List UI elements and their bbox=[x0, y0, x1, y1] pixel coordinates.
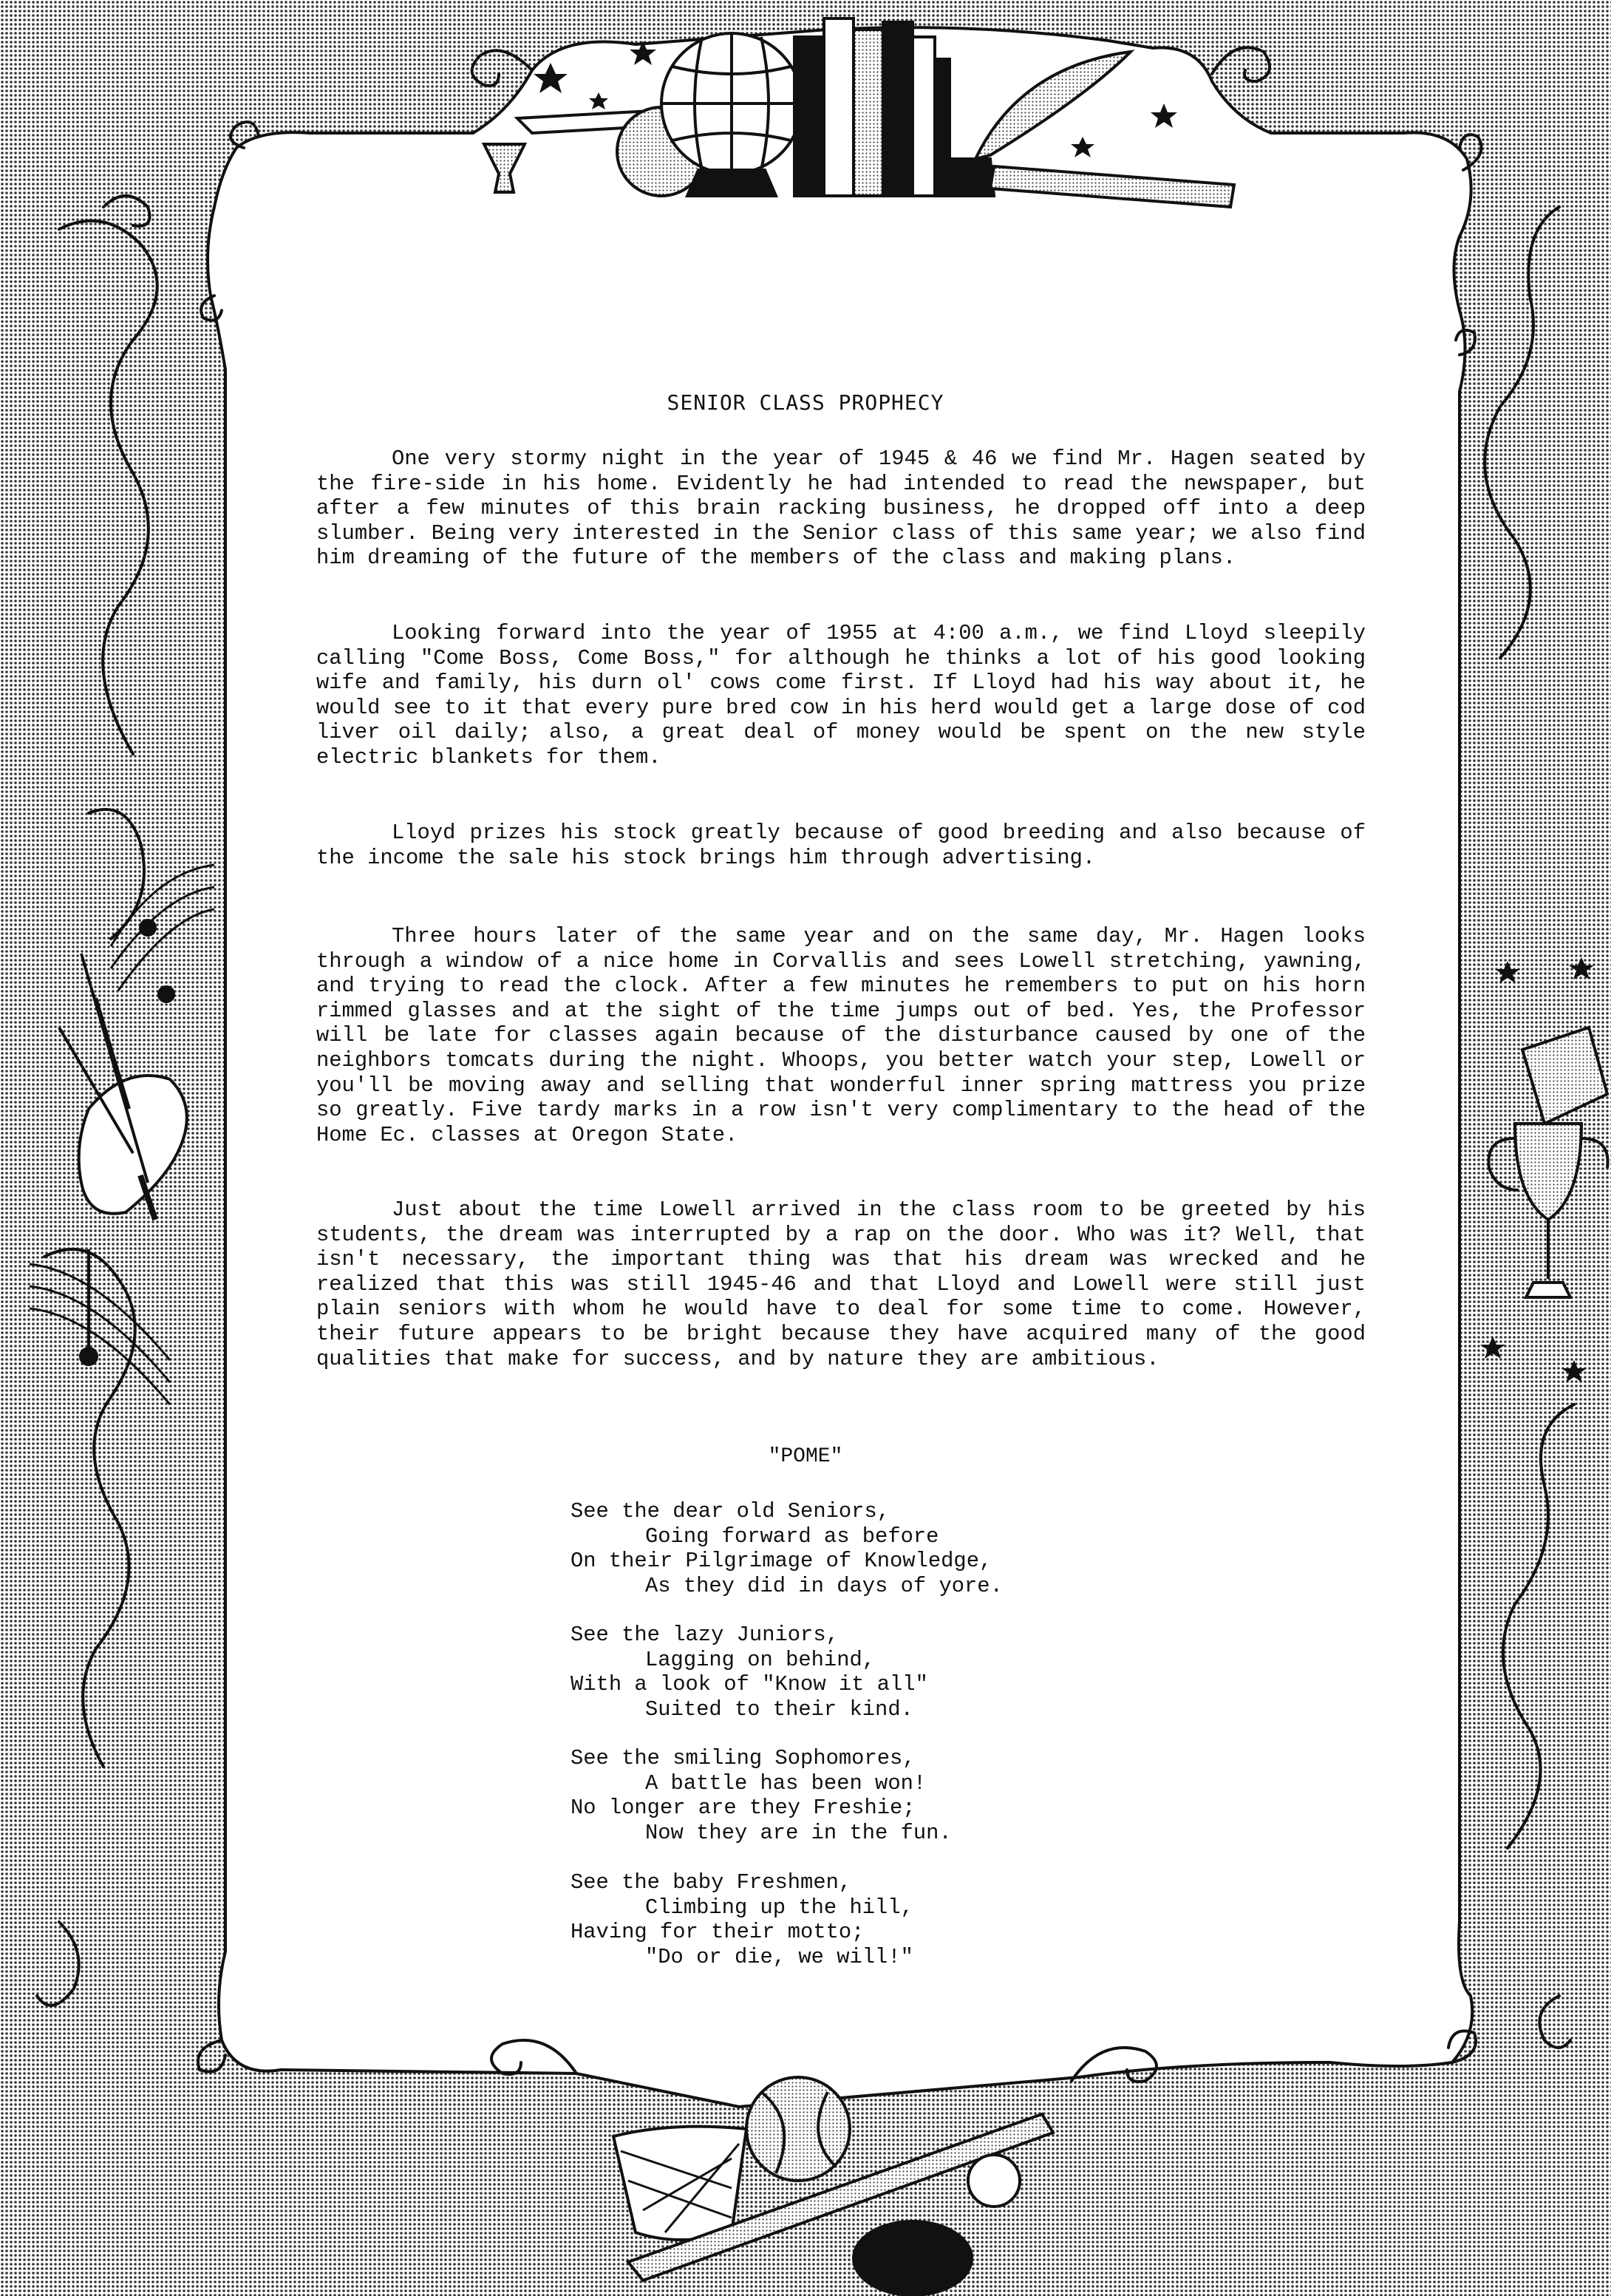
document-title: SENIOR CLASS PROPHECY bbox=[667, 390, 944, 415]
poem-line: On their Pilgrimage of Knowledge, bbox=[571, 1549, 992, 1574]
poem-line: See the lazy Juniors, bbox=[571, 1623, 839, 1647]
poem-stanza bbox=[571, 1746, 1236, 1845]
poem-line: Going forward as before bbox=[645, 1524, 939, 1549]
paragraph: One very stormy night in the year of 1945 & 46 we find Mr. Hagen seated by the fire-side in his home. Evidently he had intended to read the newspaper, but after a few minutes of this brain racking business, he dropped off into a deep slumber. Being very interested in the Senior class of this same year; we also find him dreaming of the future of the members of the class and making plans. bbox=[316, 446, 1366, 571]
poem-line: Suited to their kind. bbox=[645, 1696, 913, 1722]
poem-line: See the baby Freshmen, bbox=[571, 1870, 852, 1895]
poem-stanza bbox=[571, 1499, 1236, 1598]
poem-line: No longer are they Freshie; bbox=[571, 1796, 916, 1821]
poem-line: With a look of "Know it all" bbox=[571, 1672, 928, 1697]
poem-line: Climbing up the hill, bbox=[645, 1895, 913, 1920]
poem-line: See the dear old Seniors, bbox=[571, 1499, 890, 1524]
poem-stanza bbox=[571, 1870, 1236, 1969]
paragraph: Looking forward into the year of 1955 at 4:00 a.m., we find Lloyd sleepily calling "Come Boss, Come Boss," for although he thinks a lot of his good looking wife and family, his durn ol' cows come first. If Lloyd had his way about it, he would see to it that every pure bred cow in his herd would get a large dose of cod liver oil daily; also, a great deal of money would be spent on the new style electric blankets for them. bbox=[316, 621, 1366, 770]
poem-line: Having for their motto; bbox=[571, 1920, 865, 1945]
poem-line: A battle has been won! bbox=[645, 1770, 927, 1796]
poem-line: As they did in days of yore. bbox=[645, 1573, 1003, 1598]
paragraph: Lloyd prizes his stock greatly because of good breeding and also because of the income the sale his stock brings him through advertising. bbox=[316, 821, 1366, 870]
poem-line: "Do or die, we will!" bbox=[645, 1944, 913, 1969]
poem-title: "POME" bbox=[768, 1445, 843, 1468]
poem-stanza bbox=[571, 1623, 1236, 1722]
poem-line: Lagging on behind, bbox=[645, 1647, 876, 1672]
poem-line: See the smiling Sophomores, bbox=[571, 1746, 916, 1770]
paragraph: Just about the time Lowell arrived in the class room to be greeted by his students, the dream was interrupted by a rap on the door. Who was it? Well, that isn't necessary, the important thing was that his dream was wrecked and he realized that this was still 1945-46 and that Lloyd and Lowell were still just plain seniors with whom he would have to deal for some time to come. However, their future appears to be bright because they have acquired many of the good qualities that make for success, and by nature they are ambitious. bbox=[316, 1198, 1366, 1371]
paragraph: Three hours later of the same year and on the same day, Mr. Hagen looks through a window of a nice home in Corvallis and sees Lowell stretching, yawning, and trying to read the clock. After a few minutes he remembers to put on his horn rimmed glasses and at the sight of the time jumps out of bed. Yes, the Professor will be late for classes again because of the disturbance caused by one of the neighbors tomcats during the night. Whoops, you better watch your step, Lowell or you'll be moving away and selling that wonderful inner spring mattress you prize so greatly. Five tardy marks in a row isn't very complimentary to the head of the Home Ec. classes at Oregon State. bbox=[316, 924, 1366, 1147]
poem-line: Now they are in the fun. bbox=[645, 1820, 952, 1845]
